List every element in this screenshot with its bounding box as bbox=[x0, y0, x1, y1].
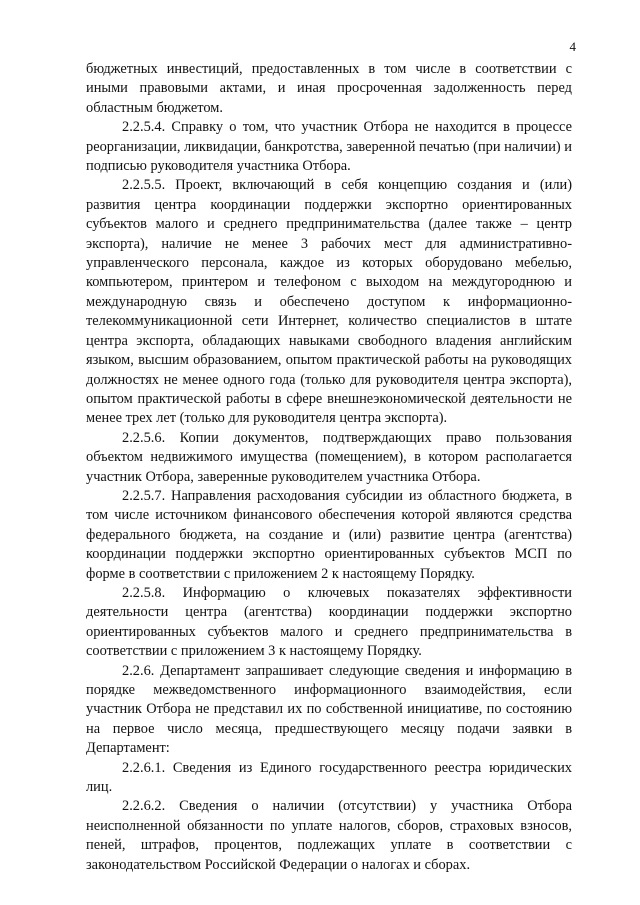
page-number: 4 bbox=[569, 39, 576, 54]
paragraph-continuation: бюджетных инвестиций, предоставленных в том числе в соответствии с иными правовыми актами, и иная просроченная задолженность перед областным бюджетом. bbox=[86, 61, 572, 116]
paragraph-2-2-5-6: 2.2.5.6. Копии документов, подтверждающих право пользования объектом недвижимого имущества (помещением), в котором располагается участник Отбора, заверенные руководителем участника Отбора. bbox=[86, 429, 572, 485]
document-body bbox=[86, 60, 572, 875]
paragraph-2-2-6: 2.2.6. Департамент запрашивает следующие сведения и информацию в порядке межведомственного информационного взаимодействия, если участник Отбора не представил их по собственной инициативе, по состоянию на первое число месяца, предшествующего месяцу подачи заявки в Департамент: bbox=[86, 662, 572, 757]
paragraph-2-2-5-8: 2.2.5.8. Информацию о ключевых показателях эффективности деятельности центра (агентства) координации поддержки экспортно ориентированных субъектов малого и среднего предпринимательства в соответствии с приложением 3 к настоящему Порядку. bbox=[86, 584, 572, 660]
paragraph-2-2-5-4: 2.2.5.4. Справку о том, что участник Отбора не находится в процессе реорганизации, ликвидации, банкротства, заверенной печатью (при наличии) и подписью руководителя участника Отбора. bbox=[86, 119, 572, 175]
paragraph-2-2-6-2: 2.2.6.2. Сведения о наличии (отсутствии) у участника Отбора неисполненной обязанности по уплате налогов, сборов, страховых взносов, пеней, штрафов, процентов, подлежащих уплате в соответствии с законодательством Российской Федерации о налогах и сборах. bbox=[86, 798, 572, 873]
paragraph-2-2-5-5: 2.2.5.5. Проект, включающий в себя концепцию создания и (или) развития центра координации поддержки экспортно ориентированных субъектов малого и среднего предпринимательства (далее также – центр экспорта), наличие не менее 3 рабочих мест для административно-управленческого персонала, каждое из которых оборудовано мебелью, компьютером, принтером и телефоном с выходом на междугороднюю и международную связь и обеспечено доступом к информационно-телекоммуникационной сети Интернет, количество специалистов в штате центра экспорта, обладающих навыками свободного владения английским языком, высшим образованием, опытом практической работы на руководящих должностях не менее одного года (только для руководителя центра экспорта), опытом практической работы в сфере внешнеэкономической деятельности не менее трех лет (только для руководителя центра экспорта). bbox=[86, 177, 572, 427]
paragraph-2-2-5-7: 2.2.5.7. Направления расходования субсидии из областного бюджета, в том числе источником финансового обеспечения которой являются средства федерального бюджета, на создание и (или) развитие центра (агентства) координации поддержки экспортно ориентированных субъектов МСП по форме в соответствии с приложением 2 к настоящему Порядку. bbox=[86, 487, 572, 582]
paragraph-2-2-6-1: 2.2.6.1. Сведения из Единого государственного реестра юридических лиц. bbox=[86, 759, 572, 796]
